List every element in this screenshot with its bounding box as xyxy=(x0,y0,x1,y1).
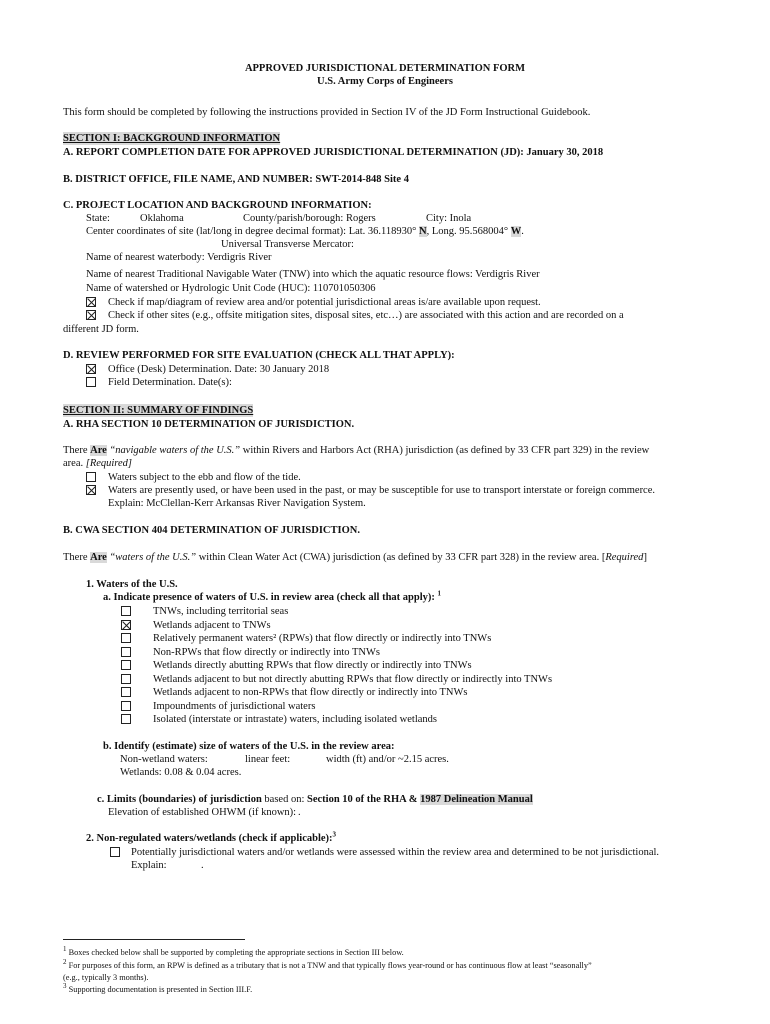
nonregulated-checkbox[interactable] xyxy=(110,847,120,857)
nonregulated-heading xyxy=(86,832,336,845)
cwa-are: Are xyxy=(90,552,107,563)
footnote-2-text: For purposes of this form, an RPW is defined as a tributary that is not a TNW and that typically flows year-round or has continuous flow at least “seasonally” xyxy=(68,961,592,970)
nonregulated-footnote-ref: 3 xyxy=(332,830,337,839)
county-label: County/parish/borough: Rogers xyxy=(243,213,376,224)
coords-mid: , Long. 95.568004° xyxy=(426,226,509,237)
ohwm-label: Elevation of established OHWM (if known): xyxy=(108,807,297,818)
rha-statement-line2 xyxy=(63,457,132,470)
ohwm-value: . xyxy=(298,807,301,818)
cwa-quote: “waters of the U.S.” xyxy=(109,552,197,563)
map-checkbox[interactable] xyxy=(86,297,96,307)
delineation-manual: 1987 Delineation Manual xyxy=(420,794,533,805)
map-check-label: Check if map/diagram of review area and/or potential jurisdictional areas is/are available upon request. xyxy=(108,297,541,308)
intro-text: This form should be completed by following the instructions provided in Section IV of the JD Form Instructional Guidebook. xyxy=(63,107,591,118)
footnote-2 xyxy=(63,958,592,971)
rha-area: area. xyxy=(63,458,86,469)
coordinates xyxy=(86,225,524,238)
waters-type-label: Wetlands adjacent to but not directly abutting RPWs that flow directly or indirectly into TNWs xyxy=(153,673,553,685)
coords-end: . xyxy=(521,226,524,237)
indicate-text: a. Indicate presence of waters of U.S. in review area (check all that apply): xyxy=(103,592,435,603)
nearest-waterbody: Name of nearest waterbody: Verdigris River xyxy=(86,252,272,263)
footnote-2-marker: 2 xyxy=(63,958,67,967)
office-determination-checkbox[interactable] xyxy=(86,364,96,374)
waters-type-label: TNWs, including territorial seas xyxy=(153,606,289,617)
waters-type-label: Wetlands directly abutting RPWs that flow directly or indirectly into TNWs xyxy=(153,660,472,671)
ebb-flow-checkbox[interactable] xyxy=(86,472,96,482)
lat-direction: N xyxy=(419,226,427,237)
waters-type-checkbox[interactable] xyxy=(121,647,131,657)
footnote-1-marker: 1 xyxy=(63,945,67,954)
state-value: Oklahoma xyxy=(140,213,184,224)
waters-type-label: Non-RPWs that flow directly or indirectly into TNWs xyxy=(153,646,380,658)
limits-mid: based on: xyxy=(261,794,307,805)
width-label: width (ft) and/or ~2.15 acres. xyxy=(326,754,449,765)
nonregulated-explain: Explain: xyxy=(131,860,167,871)
footnote-1 xyxy=(63,945,404,958)
linear-feet-label: linear feet: xyxy=(245,754,291,765)
rha-statement xyxy=(63,444,649,457)
ebb-flow-label: Waters subject to the ebb and flow of the tide. xyxy=(108,472,301,483)
coords-pre: Center coordinates of site (lat/long in degree decimal format): Lat. 36.118930° xyxy=(86,226,417,237)
waters-type-checkbox[interactable] xyxy=(121,714,131,724)
cwa-heading: B. CWA SECTION 404 DETERMINATION OF JURISDICTION. xyxy=(63,525,360,536)
waters-type-label: Impoundments of jurisdictional waters xyxy=(153,700,316,712)
wetlands-acres: Wetlands: 0.08 & 0.04 acres. xyxy=(120,767,242,778)
report-date: A. REPORT COMPLETION DATE FOR APPROVED JURISDICTIONAL DETERMINATION (JD): January 30, 2018 xyxy=(63,147,604,158)
limits-line xyxy=(97,793,533,806)
section2-heading: SECTION II: SUMMARY OF FINDINGS xyxy=(63,405,254,416)
size-heading: b. Identify (estimate) size of waters of the U.S. in the review area: xyxy=(103,741,395,752)
waters-type-label: Wetlands adjacent to non-RPWs that flow directly or indirectly into TNWs xyxy=(153,687,468,698)
waters-type-label: Relatively permanent waters² (RPWs) that flow directly or indirectly into TNWs xyxy=(153,633,492,644)
utm-label: Universal Transverse Mercator: xyxy=(221,239,354,250)
commerce-checkbox[interactable] xyxy=(86,485,96,495)
limits-label: c. Limits (boundaries) of jurisdiction xyxy=(97,794,262,805)
nonregulated-label: Potentially jurisdictional waters and/or wetlands were assessed within the review area and determined to be not jurisdictional. xyxy=(131,847,660,858)
waters-heading: 1. Waters of the U.S. xyxy=(86,579,178,590)
rha-heading: A. RHA SECTION 10 DETERMINATION OF JURISDICTION. xyxy=(63,419,355,430)
rha-there: There xyxy=(63,445,88,456)
form-subtitle: U.S. Army Corps of Engineers xyxy=(317,76,453,87)
waters-type-checkbox[interactable] xyxy=(121,633,131,643)
rha-are: Are xyxy=(90,445,107,456)
other-sites-label: Check if other sites (e.g., offsite mitigation sites, disposal sites, etc…) are associated with this action and are recorded on a xyxy=(108,310,624,321)
waters-type-checkbox[interactable] xyxy=(121,660,131,670)
section1-heading: SECTION I: BACKGROUND INFORMATION xyxy=(63,133,281,144)
form-title: APPROVED JURISDICTIONAL DETERMINATION FORM xyxy=(244,63,526,74)
huc-text: Name of watershed or Hydrologic Unit Code (HUC): 110701050306 xyxy=(86,283,376,294)
nonwetland-label: Non-wetland waters: xyxy=(120,754,208,765)
waters-type-checkbox[interactable] xyxy=(121,620,131,630)
field-determination-checkbox[interactable] xyxy=(86,377,96,387)
field-determination-label: Field Determination. Date(s): xyxy=(108,377,232,388)
cwa-statement xyxy=(63,551,647,564)
state-label: State: xyxy=(86,213,110,224)
nearest-tnw: Name of nearest Traditional Navigable Water (TNW) into which the aquatic resource flows: Verdigris River xyxy=(86,269,540,280)
rha-required: [Required] xyxy=(85,458,133,469)
footnote-2-cont: (e.g., typically 3 months). xyxy=(63,973,149,982)
indicate-heading xyxy=(103,591,441,604)
nonregulated-explain-value: . xyxy=(201,860,204,871)
long-direction: W xyxy=(510,226,522,237)
waters-type-label: Isolated (interstate or intrastate) waters, including isolated wetlands xyxy=(153,714,437,725)
waters-type-label: Wetlands adjacent to TNWs xyxy=(153,619,271,631)
other-sites-label-cont: different JD form. xyxy=(63,324,139,335)
other-sites-checkbox[interactable] xyxy=(86,310,96,320)
footnote-3-text: Supporting documentation is presented in Section III.F. xyxy=(68,985,253,994)
footnote-rule xyxy=(63,939,245,940)
waters-type-checkbox[interactable] xyxy=(121,674,131,684)
footnote-3 xyxy=(63,982,253,995)
footnote-3-marker: 3 xyxy=(63,982,67,991)
rha-rest: within Rivers and Harbors Act (RHA) jurisdiction (as defined by 33 CFR part 329) in the review xyxy=(240,445,650,456)
commerce-label: Waters are presently used, or have been used in the past, or may be susceptible for use to transport interstate or foreign commerce. xyxy=(108,485,656,496)
cwa-there: There xyxy=(63,552,88,563)
indicate-footnote-ref: 1 xyxy=(437,589,441,598)
cwa-rest: within Clean Water Act (CWA) jurisdiction (as defined by 33 CFR part 328) in the review area. [ xyxy=(196,552,606,563)
footnote-1-text: Boxes checked below shall be supported by completing the appropriate sections in Section III below. xyxy=(68,948,404,957)
review-heading: D. REVIEW PERFORMED FOR SITE EVALUATION (CHECK ALL THAT APPLY): xyxy=(63,350,455,361)
cwa-end: ] xyxy=(643,552,647,563)
project-location-heading: C. PROJECT LOCATION AND BACKGROUND INFORMATION: xyxy=(63,200,372,211)
limits-bold: Section 10 of the RHA & xyxy=(307,794,418,805)
waters-type-checkbox[interactable] xyxy=(121,701,131,711)
city-label: City: Inola xyxy=(426,213,472,224)
cwa-required: Required xyxy=(605,552,644,563)
district-office: B. DISTRICT OFFICE, FILE NAME, AND NUMBER: SWT-2014-848 Site 4 xyxy=(63,174,409,185)
rha-explain: Explain: McClellan-Kerr Arkansas River Navigation System. xyxy=(108,498,366,509)
rha-quote: “navigable waters of the U.S.” xyxy=(109,445,241,456)
waters-type-checkbox[interactable] xyxy=(121,687,131,697)
nonregulated-text: 2. Non-regulated waters/wetlands (check if applicable): xyxy=(86,833,333,844)
waters-type-checkbox[interactable] xyxy=(121,606,131,616)
office-determination-label: Office (Desk) Determination. Date: 30 January 2018 xyxy=(108,364,330,375)
